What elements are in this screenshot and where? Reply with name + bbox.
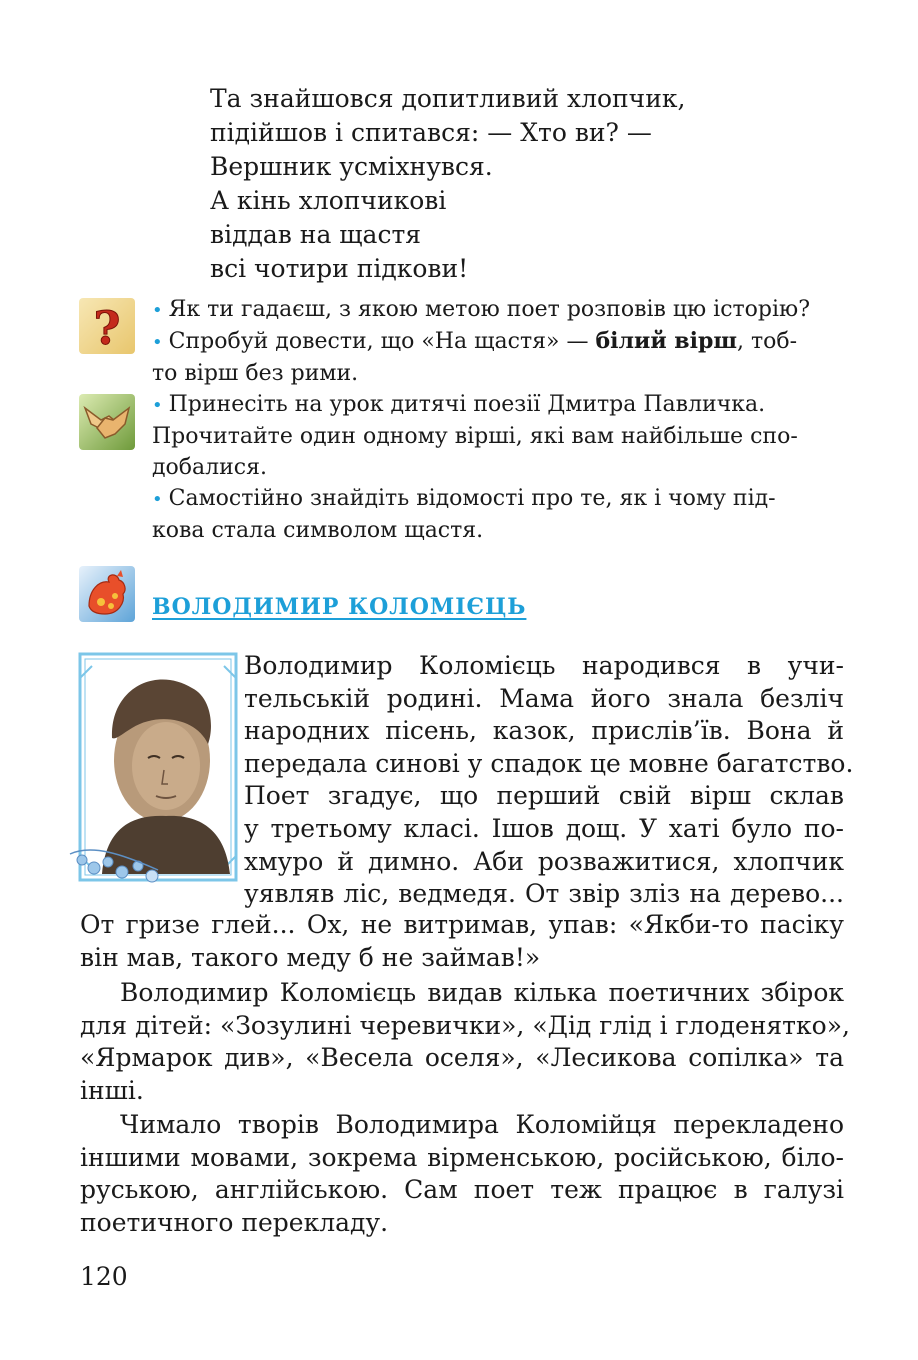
bio-line: поетичного перекладу. (80, 1207, 389, 1237)
poem-line: всі чотири підкови! (210, 254, 469, 283)
bio-line: тельській родині. Мама його знала безліч (244, 683, 844, 713)
bio-continuation (80, 910, 844, 975)
author-biography (244, 650, 854, 911)
bullet: • (152, 489, 163, 510)
bio-line: народних пісень, казок, прислів’їв. Вона й (244, 716, 844, 746)
poem-line: Вершник усміхнувся. (210, 152, 493, 181)
bio-paragraph-translations (80, 1110, 844, 1240)
poem-stanza (210, 82, 770, 286)
task-text: Спробуй довести, що «На щастя» — (168, 329, 596, 354)
bio-line: От гризе глей... Ох, не витримав, упав: «Якби-то пасіку (80, 910, 844, 939)
bio-line: він мав, такого меду б не займав!» (80, 942, 541, 972)
bullet: • (152, 332, 163, 353)
bio-line: Чимало творів Володимира Коломійця перекладено (120, 1110, 844, 1139)
poem-line: Та знайшовся допитливий хлопчик, (210, 84, 686, 113)
bio-line: передала синові у спадок це мовне багатство. (244, 748, 854, 778)
page-number: 120 (80, 1262, 128, 1291)
bio-line: Поет згадує, що перший свій вірш склав (244, 781, 844, 811)
task-text: добалися. (152, 455, 267, 480)
task-text: Прочитайте один одному вірші, які вам найбільше спо- (152, 424, 798, 449)
bio-line: у третьому класі. Ішов дощ. У хаті було по- (244, 813, 844, 843)
poem-line: А кінь хлопчикові (210, 186, 447, 215)
bio-line: хмуро й димно. Аби розважитися, хлопчик (244, 846, 844, 876)
task-item (152, 294, 844, 326)
bio-line: Володимир Коломієць видав кілька поетичних збірок (120, 978, 844, 1007)
task-item (152, 389, 844, 483)
author-heading: ВОЛОДИМИР КОЛОМІЄЦЬ (152, 594, 527, 620)
task-text: Принесіть на урок дитячі поезії Дмитра Павличка. (168, 392, 766, 417)
task-text: Як ти гадаєш, з якою метою поет розповів цю історію? (168, 297, 810, 322)
task-text: кова стала символом щастя. (152, 518, 484, 543)
svg-text:?: ? (93, 301, 121, 354)
bullet: • (152, 300, 163, 321)
task-text: Самостійно знайдіть відомості про те, як і чому під- (168, 486, 776, 511)
task-text: , тоб- (736, 329, 798, 354)
bullet: • (152, 395, 163, 416)
bio-paragraph-collections (80, 978, 850, 1108)
decorative-rooster-icon (79, 566, 135, 622)
task-item (152, 326, 844, 389)
question-mark-icon (79, 298, 135, 354)
bio-line: руською, англійською. Сам поет теж працює в галузі (80, 1175, 844, 1205)
bio-line: Володимир Коломієць народився в учи- (244, 651, 844, 680)
bio-line: для дітей: «Зозулині черевички», «Дід глід і глоденятко», (80, 1010, 850, 1040)
handshake-icon (79, 394, 135, 450)
task-item (152, 483, 844, 546)
poem-line: віддав на щастя (210, 220, 422, 249)
task-list (152, 294, 844, 546)
bio-line: інші. (80, 1075, 144, 1105)
bio-line: уявляв ліс, ведмедя. От звір зліз на дерево... (244, 879, 844, 909)
task-text: то вірш без рими. (152, 361, 359, 386)
poem-line: підійшов і спитався: — Хто ви? — (210, 118, 652, 147)
bio-line: «Ярмарок див», «Весела оселя», «Лесикова сопілка» та (80, 1043, 844, 1073)
author-portrait (62, 648, 242, 898)
task-term-bold: білий вірш (595, 328, 737, 354)
bio-line: іншими мовами, зокрема вірменською, російською, біло- (80, 1142, 844, 1172)
